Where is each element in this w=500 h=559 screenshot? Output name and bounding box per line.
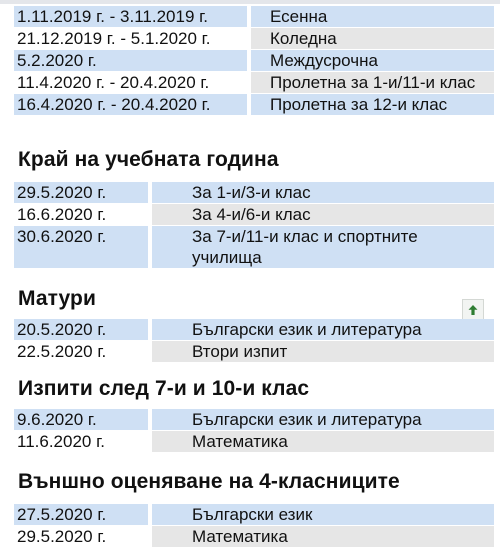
row-text: За 7-и/11-и клас и спортните училища <box>152 226 494 268</box>
row-date: 20.5.2020 г. <box>14 319 148 340</box>
table-row <box>14 94 494 115</box>
row-date: 11.6.2020 г. <box>14 431 148 452</box>
exams-table <box>14 409 494 452</box>
table-row <box>14 341 494 362</box>
vacation-name: Междусрочна <box>251 50 494 71</box>
table-row <box>14 6 494 27</box>
table-row <box>14 204 494 225</box>
external-assessment-table <box>14 504 494 547</box>
scroll-to-top-button[interactable] <box>462 299 484 321</box>
table-row <box>14 504 494 525</box>
row-date: 30.6.2020 г. <box>14 226 148 268</box>
top-shade <box>0 0 500 4</box>
row-date: 29.5.2020 г. <box>14 182 148 203</box>
row-text: Математика <box>152 526 494 547</box>
end-of-year-heading: Край на учебната година <box>18 148 279 171</box>
vacation-dates: 5.2.2020 г. <box>14 50 247 71</box>
row-text: За 1-и/3-и клас <box>152 182 494 203</box>
table-row <box>14 431 494 452</box>
external-assessment-heading: Външно оценяване на 4-класниците <box>18 470 400 493</box>
vacation-name: Коледна <box>251 28 494 49</box>
row-date: 22.5.2020 г. <box>14 341 148 362</box>
row-text: За 4-и/6-и клас <box>152 204 494 225</box>
vacation-dates: 1.11.2019 г. - 3.11.2019 г. <box>14 6 247 27</box>
table-row <box>14 182 494 203</box>
row-text: Втори изпит <box>152 341 494 362</box>
row-text: Български език и литература <box>152 409 494 430</box>
table-row <box>14 526 494 547</box>
table-row <box>14 72 494 93</box>
arrow-up-icon <box>467 304 479 316</box>
vacation-dates: 11.4.2020 г. - 20.4.2020 г. <box>14 72 247 93</box>
row-text: Математика <box>152 431 494 452</box>
matura-heading: Матури <box>18 287 96 310</box>
row-text: Български език и литература <box>152 319 494 340</box>
vacations-table <box>14 6 494 115</box>
vacation-name: Пролетна за 1-и/11-и клас <box>251 72 494 93</box>
table-row <box>14 226 494 268</box>
table-row <box>14 28 494 49</box>
row-date: 29.5.2020 г. <box>14 526 148 547</box>
vacation-dates: 21.12.2019 г. - 5.1.2020 г. <box>14 28 247 49</box>
vacation-dates: 16.4.2020 г. - 20.4.2020 г. <box>14 94 247 115</box>
table-row <box>14 409 494 430</box>
row-date: 9.6.2020 г. <box>14 409 148 430</box>
vacation-name: Есенна <box>251 6 494 27</box>
table-row <box>14 50 494 71</box>
table-row <box>14 319 494 340</box>
vacation-name: Пролетна за 12-и клас <box>251 94 494 115</box>
row-date: 16.6.2020 г. <box>14 204 148 225</box>
row-date: 27.5.2020 г. <box>14 504 148 525</box>
matura-table <box>14 319 494 362</box>
end-of-year-table <box>14 182 494 268</box>
exams-heading: Изпити след 7-и и 10-и клас <box>18 377 310 400</box>
row-text: Български език <box>152 504 494 525</box>
